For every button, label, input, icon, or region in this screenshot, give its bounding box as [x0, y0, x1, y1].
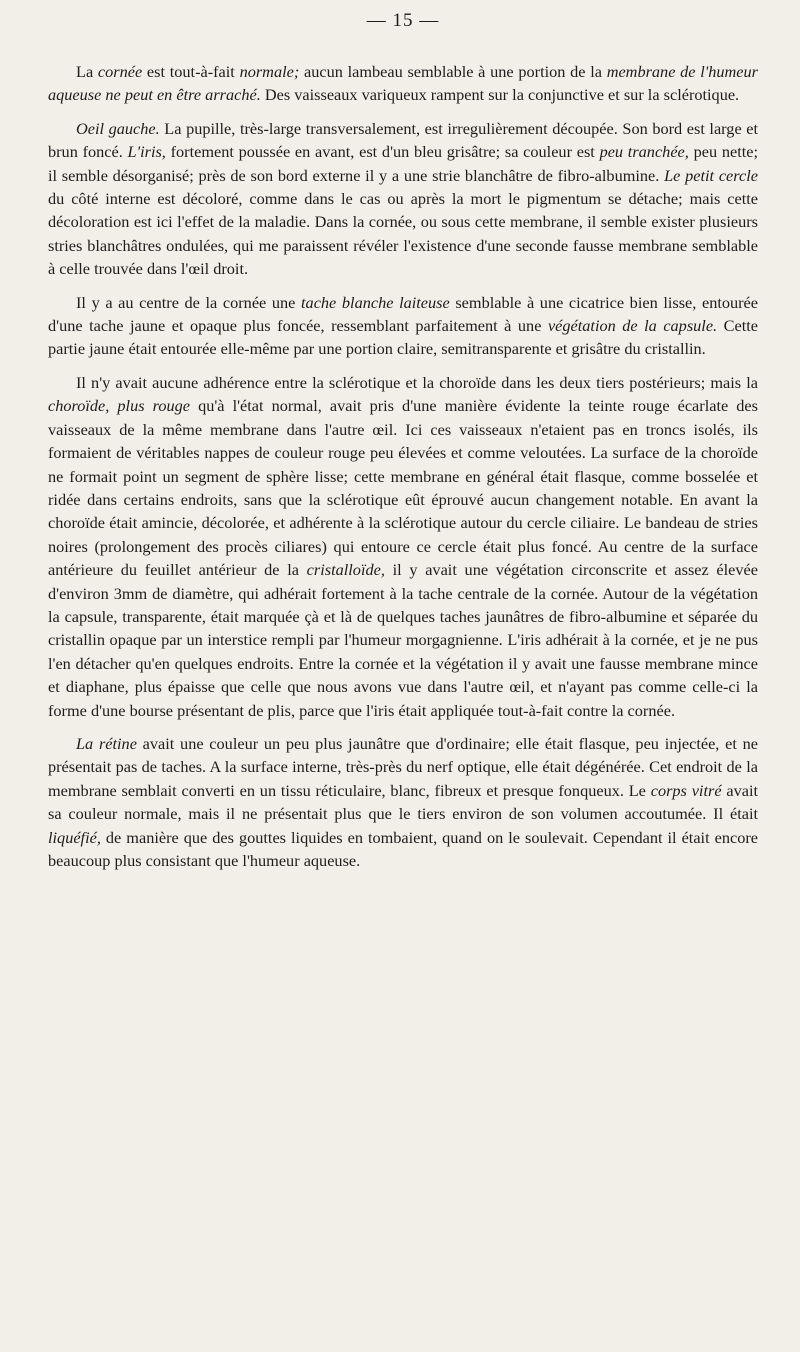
text-run: est tout-à-fait — [142, 62, 240, 81]
italic-term: cornée — [97, 62, 143, 81]
italic-term: choroïde, plus rouge — [48, 396, 190, 416]
italic-term: Oeil gauche. — [76, 118, 160, 138]
text-run: fortement poussée en avant, est d'un bleu grisâtre; sa couleur est — [165, 142, 600, 162]
text-run: semblable à une cicatrice bien lisse, entourée d'une tache jaune et opaque plus foncée, ressemblant parfaitement à une — [48, 292, 759, 336]
text-run: peu nette; il semble désorganisé; près de son bord externe il y a une strie blanchâtre de fibro-albumine. — [48, 142, 758, 185]
text-run: Des vaisseaux variqueux rampent sur la conjunctive et sur la sclérotique. — [260, 85, 740, 105]
paragraph — [48, 60, 758, 107]
text-run: de manière que des gouttes liquides en tombaient, quand on le soulevait. Cependant il était encore beaucoup plus consistant que l'humeur aqueuse. — [48, 827, 758, 870]
paragraph — [48, 291, 758, 361]
text-run: La pupille, très-large transversalement, est irregulièrement découpée. Son bord est large et brun foncé. — [48, 118, 759, 162]
italic-term: liquéfié, — [48, 827, 101, 847]
italic-term: tache blanche laiteuse — [301, 292, 450, 312]
italic-term: cristalloïde, — [306, 560, 385, 580]
text-run: il y avait une végétation circonscrite et assez élevée d'environ 3mm de diamètre, qui adhérait fortement à la tache centrale de la cornée. Autour de la végétation la capsule, transparente, était marquée çà et là de quelques taches jaunâtres de fibro-albumine et séparée du cristallin opaque par un interstice rempli par l'humeur morgagnienne. L'iris adhérait à la cornée, et je ne pus l'en détacher qu'en quelques endroits. Entre la cornée et la végétation il y avait une fausse membrane mince et diaphane, plus épaisse que celle que nous avons vue dans l'autre œil, et n'ayant pas comme celle-ci la forme d'une bourse présentant de plis, parce que l'iris était appliquée tout-à-fait contre la cornée. — [48, 560, 759, 720]
text-run: aucun lambeau semblable à une portion de la — [299, 62, 607, 81]
text-run: Il n'y avait aucune adhérence entre la sclérotique et la choroïde dans les deux tiers postérieurs; mais la — [76, 372, 758, 392]
text-run: avait sa couleur normale, mais il ne présentait plus que le tiers environ de son volumen accoutumée. Il était — [48, 780, 758, 824]
italic-term: corps vitré — [650, 780, 722, 800]
italic-term: membrane de l'humeur aqueuse ne peut en être arraché. — [48, 62, 758, 105]
italic-term: Le petit cercle — [664, 165, 758, 185]
body-text — [48, 60, 758, 872]
paragraph — [48, 371, 758, 722]
text-run: Il y a au centre de la cornée une — [76, 292, 302, 312]
text-run: qu'à l'état normal, avait pris d'une manière évidente la teinte rouge écarlate des vaisseaux de la même membrane dans l'autre œil. Ici ces vaisseaux n'etaient pas en troncs isolés, ils formaient de véritables nappes de couleur rouge peu élevées et comme veloutées. La surface de la choroïde ne formait point un segment de sphère lisse; cette membrane en général était flasque, comme bosselée et ridée dans certains endroits, sans que la sclérotique eût éprouvé aucun changement notable. En avant la choroïde était amincie, décolorée, et adhérente à la sclérotique autour du cercle ciliaire. Le bandeau de stries noires (prolongement des procès ciliares) qui entoure ce cercle était plus foncé. Au centre de la surface antérieure du feuillet antérieur de la — [48, 396, 758, 580]
page-number: — 15 — — [366, 10, 440, 31]
italic-term: normale; — [239, 62, 300, 81]
text-run: Cette partie jaune était entourée elle-même par une portion claire, semitransparente et grisâtre du cristallin. — [48, 316, 758, 359]
italic-term: végétation de la capsule. — [547, 316, 718, 336]
text-run: du côté interne est décoloré, comme dans le cas ou après la mort le pigmentum se détache; mais cette décoloration est ici l'effet de la maladie. Dans la cornée, ou sous cette membrane, il semble exister plusieurs stries blanchâtres ondulées, qui me paraissent révéler l'existence d'une seconde fausse membrane semblable à celle trouvée dans l'œil droit. — [48, 189, 758, 279]
italic-term: L'iris, — [127, 142, 166, 162]
paragraph — [48, 732, 758, 872]
text-run: avait une couleur un peu plus jaunâtre que d'ordinaire; elle était flasque, peu injectée, et ne présentait pas de taches. A la surface interne, très-près du nerf optique, elle était dégénérée. Cet endroit de la membrane semblait converti en un tissu réticulaire, blanc, fibreux et presque fonqueux. Le — [48, 733, 758, 800]
paragraph — [48, 117, 758, 281]
text-run: La — [76, 62, 98, 81]
italic-term: peu tranchée, — [599, 142, 689, 162]
italic-term: La rétine — [76, 733, 137, 753]
